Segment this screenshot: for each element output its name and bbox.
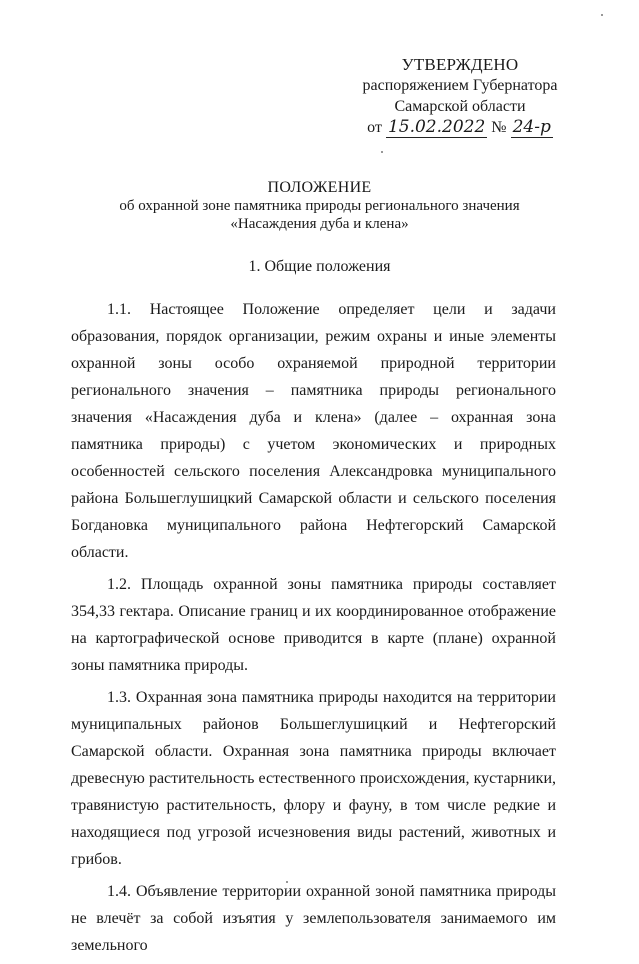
title-main: ПОЛОЖЕНИЕ — [267, 179, 372, 196]
paragraph-1-4: 1.4. Объявление территории охранной зоной памятника природы не влечёт за собой изъятия у землепользователя занимаемого им земельного — [71, 883, 556, 954]
date-prefix: от — [367, 119, 382, 136]
approval-date-line — [340, 117, 580, 138]
paragraph-1-3: 1.3. Охранная зона памятника природы находится на территории муниципальных районов Большеглушицкий и Нефтегорский Самарской области. Охранная зона памятника природы включает древесную растительность естественного происхождения, кустарники, травянистую растительность, флору и фауну, в том числе редкие и находящиеся под угрозой исчезновения виды растений, животных и грибов. — [71, 689, 556, 868]
scan-speck — [286, 881, 288, 883]
handwritten-number: 24-р — [512, 117, 551, 137]
section-heading: 1. Общие положения — [248, 258, 391, 275]
approved-label: УТВЕРЖДЕНО — [401, 55, 519, 74]
paragraph-1-1: 1.1. Настоящее Положение определяет цели и задачи образования, порядок организации, режим охраны и иные элементы охранной зоны особо охраняемой природной территории регионального значения – памятника природы регионального значения «Насаждения дуба и клена» (далее – охранная зона памятника природы) с учетом экономических и природных особенностей сельского поселения Александровка муниципального района Большеглушицкий Самарской области и сельского поселения Богдановка муниципального района Нефтегорский Самарской области. — [71, 301, 556, 561]
paragraph-1-2: 1.2. Площадь охранной зоны памятника природы составляет 354,33 гектара. Описание границ и их координированное отображение на картографической основе приводится в карте (плане) охранной зоны памятника природы. — [71, 576, 556, 674]
approval-authority: распоряжением Губернатора — [362, 77, 558, 94]
approval-region: Самарской области — [394, 98, 526, 115]
number-prefix: № — [491, 119, 507, 136]
document-title — [0, 178, 639, 233]
approval-block — [340, 54, 580, 138]
scan-speck — [381, 151, 383, 153]
title-object-name: «Насаждения дуба и клена» — [230, 216, 409, 232]
handwritten-date: 15.02.2022 — [387, 117, 486, 137]
section-body — [71, 296, 556, 964]
title-subject: об охранной зоне памятника природы регионального значения — [119, 198, 520, 214]
scan-speck — [601, 14, 603, 16]
